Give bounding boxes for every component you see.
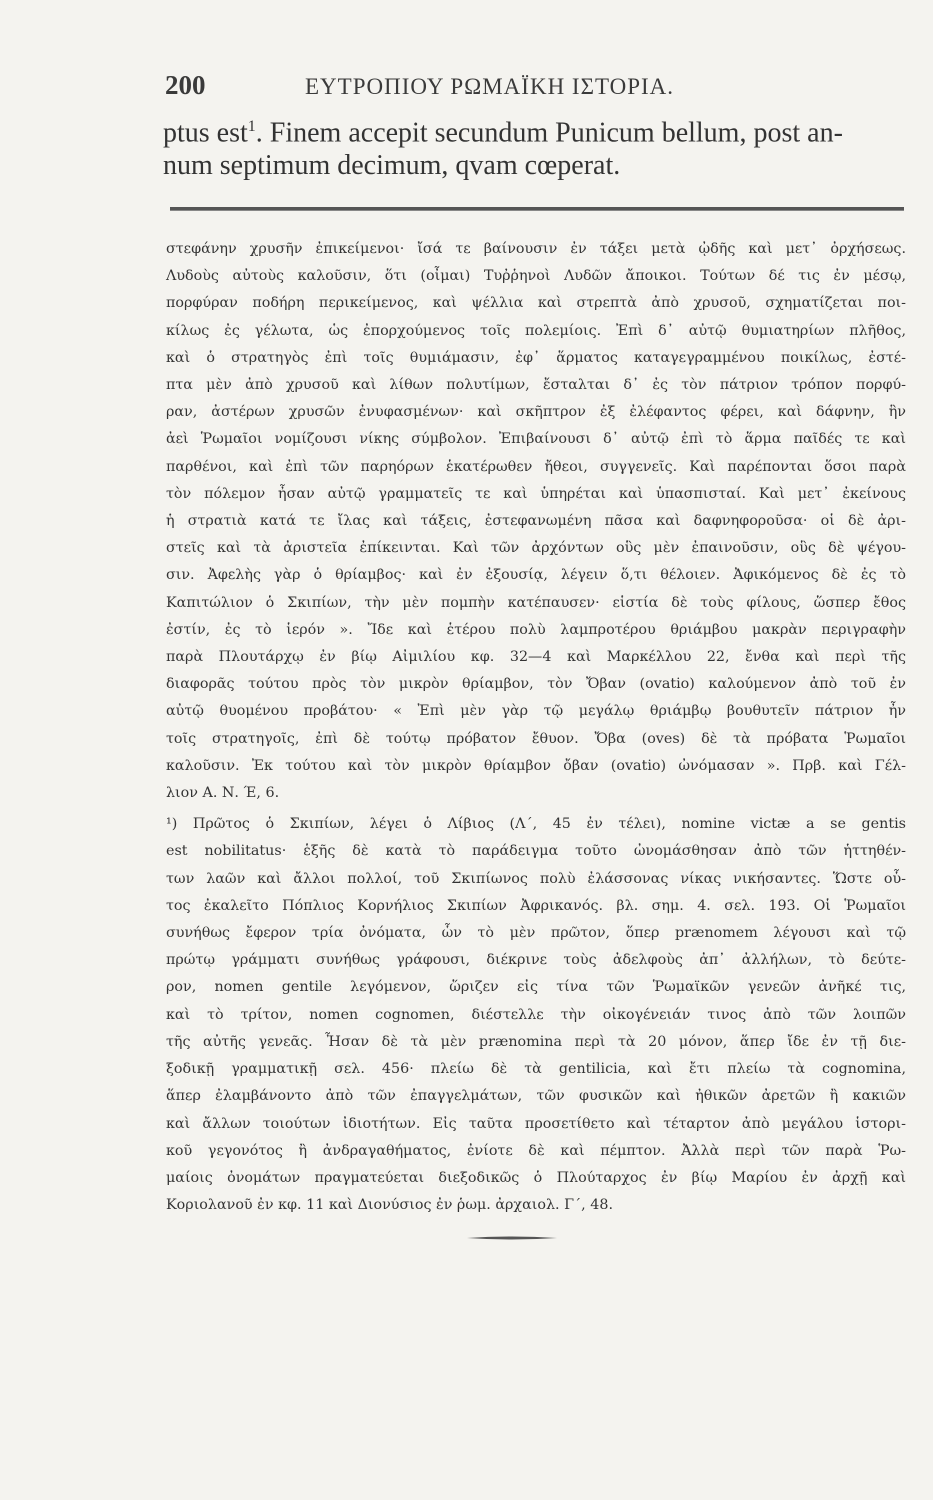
commentary-notes (166, 236, 906, 1219)
text-line: Καπιτώλιον ὁ Σκιπίων, τὴν μὲν πομπὴν κατέπαυσεν· εἱστία δὲ τοὺς φίλους, ὥσπερ ἔθος (166, 594, 906, 611)
text-line: ἡ στρατιὰ κατά τε ἴλας καὶ τάξεις, ἐστεφανωμένη πᾶσα καὶ δαφνηφοροῦσα· οἱ δὲ ἀρι- (166, 513, 906, 530)
text-line: κοῦ γεγονότος ἢ ἀνδραγαθήματος, ἐνίοτε δὲ καὶ πέμπτον. Ἀλλὰ περὶ τῶν παρὰ Ῥω- (166, 1142, 906, 1159)
text-line: πορφύραν ποδήρη περικείμενος, καὶ ψέλλια καὶ στρεπτὰ ἀπὸ χρυσοῦ, σχηματίζεται ποι- (166, 295, 906, 312)
text-line: Λυδοὺς αὐτοὺς καλοῦσιν, ὅτι (οἶμαι) Τυῤῥηνοὶ Λυδῶν ἄποικοι. Τούτων δέ τις ἐν μέσῳ, (166, 268, 906, 285)
text-line: καὶ ἄλλων τοιούτων ἰδιοτήτων. Εἰς ταῦτα προσετίθετο καὶ τέταρτον ἀπὸ μεγάλου ἱστορι- (166, 1115, 906, 1132)
text-line: διαφορᾶς τούτου πρὸς τὸν μικρὸν θρίαμβον, τὸν Ὄβαν (ovatio) καλούμενον ἀπὸ τοῦ ἐν (166, 676, 906, 693)
text-line: στεῖς καὶ τὰ ἀριστεῖα ἐπίκεινται. Καὶ τῶν ἀρχόντων οὓς μὲν ἐπαινοῦσιν, οὓς δὲ ψέγου- (166, 540, 906, 557)
text-line: τῆς αὐτῆς γενεᾶς. Ἦσαν δὲ τὰ μὲν prænomina περὶ τὰ 20 μόνον, ἅπερ ἴδε ἐν τῇ διε- (166, 1033, 906, 1050)
text-line: καλοῦσιν. Ἐκ τούτου καὶ τὸν μικρὸν θρίαμβον ὄβαν (ovatio) ὠνόμασαν ». Πρβ. καὶ Γέλ- (166, 757, 906, 774)
text-line: ρον, nomen gentile λεγόμενον, ὥριζεν εἰς τίνα τῶν Ῥωμαϊκῶν γενεῶν ἀνῆκέ τις, (166, 979, 906, 996)
text-line: συνήθως ἔφερον τρία ὀνόματα, ὧν τὸ μὲν πρῶτον, ὅπερ prænomem λέγουσι καὶ τῷ (166, 925, 906, 942)
text-line: ἐστίν, ἐς τὸ ἱερόν ». Ἴδε καὶ ἑτέρου πολὺ λαμπροτέρου θριάμβου μακρὰν περιγραφὴν (166, 621, 906, 638)
text-line: λιον Α. Ν. Έ, 6. (166, 785, 280, 802)
text-line: ἀεὶ Ῥωμαῖοι νομίζουσι νίκης σύμβολον. Ἐπιβαίνουσι δ᾽ αὐτῷ ἐπὶ τὸ ἅρμα παῖδές τε καὶ (166, 431, 906, 448)
page-header (165, 70, 885, 110)
text-line: μαίοις ὀνομάτων πραγματεύεται διεξοδικῶς ὁ Πλούταρχος ἐν βίῳ Μαρίου ἐν ἀρχῇ καὶ (166, 1169, 906, 1186)
text-line: τος ἐκαλεῖτο Πόπλιος Κορνήλιος Σκιπίων Ἀφρικανός. βλ. σημ. 4. σελ. 193. Οἱ Ῥωμαῖοι (166, 897, 906, 914)
text-line: ¹) Πρῶτος ὁ Σκιπίων, λέγει ὁ Λίβιος (Λ΄, 45 ἐν τέλει), nomine victæ a se gentis (166, 816, 906, 833)
text-line: ραν, ἀστέρων χρυσῶν ἐνυφασμένων· καὶ σκῆπτρον ἐξ ἐλέφαντος φέρει, καὶ δάφνην, ἣν (166, 404, 906, 421)
footnote-1 (166, 811, 906, 1219)
text-line: σιν. Ἀφελὴς γὰρ ὁ θρίαμβος· καὶ ἐν ἐξουσίᾳ, λέγειν ὅ,τι θέλοιεν. Ἀφικόμενος δὲ ἐς τὸ (166, 567, 906, 584)
end-ornament (467, 1235, 557, 1241)
text-line: est nobilitatus· ἑξῆς δὲ κατὰ τὸ παράδειγμα τοῦτο ὠνομάσθησαν ἀπὸ τῶν ἡττηθέν- (166, 843, 906, 860)
latin-line-2: num septimum decimum, qvam cœperat. (163, 150, 621, 182)
text-line: ἅπερ ἐλαμβάνοντο ἀπὸ τῶν ἐπαγγελμάτων, τῶν φυσικῶν καὶ ἠθικῶν ἀρετῶν ἢ κακιῶν (166, 1088, 906, 1105)
text-line: παρθένοι, καὶ ἐπὶ τῶν παρηόρων ἑκατέρωθεν ἤθεοι, συγγενεῖς. Καὶ παρέπονται ὅσοι παρὰ (166, 458, 906, 475)
text-line: των λαῶν καὶ ἄλλοι πολλοί, τοῦ Σκιπίωνος πολὺ ἐλάσσονας νίκας νικήσαντες. Ὥστε οὗ- (166, 870, 906, 887)
latin-line-1: ptus est$^1$. Finem accepit secundum Punicum bellum, post an- (163, 117, 843, 149)
text-line: στεφάνην χρυσῆν ἐπικείμενοι· ἴσά τε βαίνουσιν ἐν τάξει μετὰ ᾠδῆς καὶ μετ᾽ ὀρχήσεως. (166, 241, 906, 257)
text-line: καὶ ὁ στρατηγὸς ἐπὶ τοῖς θυμιάμασιν, ἐφ᾽ ἅρματος καταγεγραμμένου ποικίλως, ἐστέ- (166, 349, 906, 366)
text-line: παρὰ Πλουτάρχῳ ἐν βίῳ Αἰμιλίου κφ. 32—4 καὶ Μαρκέλλου 22, ἔνθα καὶ περὶ τῆς (166, 649, 906, 666)
text-line: πρώτῳ γράμματι συνήθως γράφουσι, διέκρινε τοὺς ἀδελφοὺς ἀπ᾽ ἀλλήλων, τὸ δεύτε- (166, 952, 906, 969)
text-line: τοῖς στρατηγοῖς, ἐπὶ δὲ τούτῳ πρόβατον ἔθυον. Ὄβα (oves) δὲ τὰ πρόβατα Ῥωμαῖοι (166, 730, 906, 747)
footnote-mark: 1 (247, 118, 256, 135)
page-number: 200 (165, 70, 206, 100)
text-line: καὶ τὸ τρίτον, nomen cognomen, διέστελλε τὴν οἰκογένειάν τινος ἀπὸ τῶν λοιπῶν (166, 1006, 906, 1023)
text-line: πτα μὲν ἀπὸ χρυσοῦ καὶ λίθων πολυτίμων, ἔσταλται δ᾽ ἐς τὸν πάτριον τρόπον πορφύ- (166, 377, 906, 394)
text-line: κίλως ἐς γέλωτα, ὡς ἐπορχούμενος τοῖς πολεμίοις. Ἐπὶ δ᾽ αὐτῷ θυμιατηρίων πλῆθος, (166, 322, 906, 339)
latin-text (163, 110, 903, 182)
commentary-paragraph-1 (166, 236, 906, 807)
separator-rule (170, 207, 904, 211)
text-line: Κοριολανοῦ ἐν κφ. 11 καὶ Διονύσιος ἐν ῥωμ. ἀρχαιολ. Γ΄, 48. (166, 1197, 614, 1214)
running-title: ΕΥΤΡΟΠΙΟΥ ΡΩΜΑΪΚΗ ΙΣΤΟΡΙΑ. (305, 74, 675, 99)
text-line: ξοδικῇ γραμματικῇ σελ. 456· πλείω δὲ τὰ gentilicia, καὶ ἔτι πλείω τὰ cognomina, (166, 1061, 906, 1078)
text-line: αὐτῷ θυομένου προβάτου· « Ἐπὶ μὲν γὰρ τῷ μεγάλῳ θριάμβῳ βουθυτεῖν πάτριον ἦν (166, 703, 906, 720)
text-line: τὸν πόλεμον ἦσαν αὐτῷ γραμματεῖς τε καὶ ὑπηρέται καὶ ὑπασπισταί. Καὶ μετ᾽ ἐκείνους (166, 485, 906, 502)
